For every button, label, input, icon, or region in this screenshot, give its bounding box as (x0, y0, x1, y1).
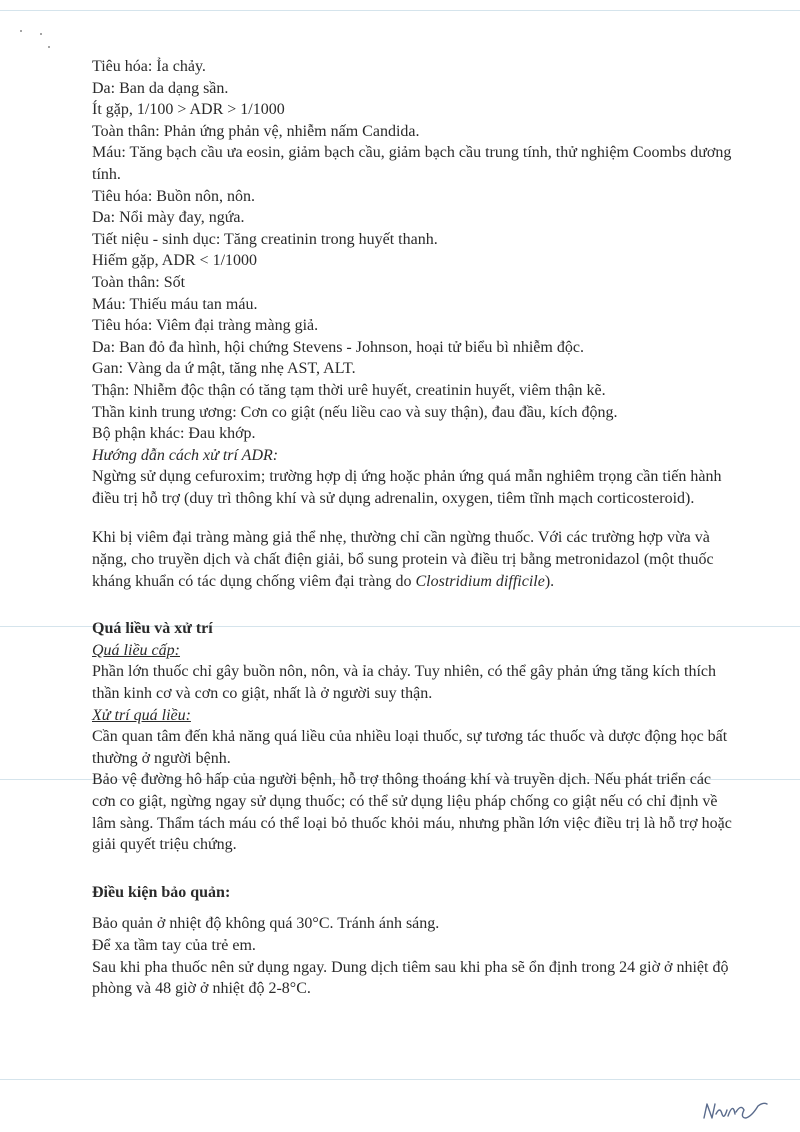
adr-common-line: Da: Ban da dạng sần. (92, 79, 229, 97)
adr-uncommon-line: Tiết niệu - sinh dục: Tăng creatinin trong huyết thanh. (92, 230, 438, 248)
adr-rare-line: Thận: Nhiễm độc thận có tăng tạm thời urê huyết, creatinin huyết, viêm thận kẽ. (92, 381, 606, 399)
adr-uncommon-header: Ít gặp, 1/100 > ADR > 1/1000 (92, 101, 285, 119)
adr-management-title: Hướng dẫn cách xử trí ADR: (92, 446, 279, 464)
colitis-text: Khi bị viêm đại tràng màng giả thể nhẹ, thường chỉ cần ngừng thuốc. Với các trường hợp vừa và nặng, cho truyền dịch và chất điện giải, bổ sung protein và điều trị bằng metronidazol (một thuốc kháng khuẩn có tác dụng chống viêm đại tràng do (92, 529, 714, 590)
adr-rare-line: Bộ phận khác: Đau khớp. (92, 425, 256, 443)
handwritten-signature (700, 1092, 770, 1126)
adr-rare-line: Toàn thân: Sốt (92, 273, 186, 291)
adr-uncommon-line: Toàn thân: Phản ứng phản vệ, nhiễm nấm Candida. (92, 122, 420, 140)
acute-overdose-text: Phần lớn thuốc chỉ gây buồn nôn, nôn, và ỉa chảy. Tuy nhiên, có thể gây phản ứng tăng kích thích thần kinh cơ và cơn co giật, nhất là ở người suy thận. (92, 663, 716, 703)
adr-rare-line: Gan: Vàng da ứ mật, tăng nhẹ AST, ALT. (92, 360, 356, 378)
scan-speck (48, 46, 50, 48)
storage-line: Để xa tầm tay của trẻ em. (92, 936, 256, 954)
scan-rule-top (0, 10, 800, 11)
colitis-end: ). (544, 572, 555, 590)
overdose-treatment-paragraph: Cần quan tâm đến khả năng quá liều của nhiều loại thuốc, sự tương tác thuốc và dược động học bất thường ở người bệnh. (92, 728, 728, 767)
colitis-organism: Clostridium difficile (415, 572, 545, 590)
adr-rare-line: Tiêu hóa: Viêm đại tràng màng giả. (92, 317, 319, 335)
adr-uncommon-line: Da: Nổi mày đay, ngứa. (92, 209, 245, 227)
adr-rare-header: Hiếm gặp, ADR < 1/1000 (92, 252, 258, 270)
colitis-paragraph (92, 527, 732, 592)
storage-line: Bảo quản ở nhiệt độ không quá 30°C. Tránh ánh sáng. (92, 915, 440, 933)
adr-uncommon-line: Tiêu hóa: Buồn nôn, nôn. (92, 187, 255, 205)
spacer (92, 903, 732, 913)
spacer (92, 592, 732, 618)
adr-management-text: Ngừng sử dụng cefuroxim; trường hợp dị ứng hoặc phản ứng quá mẫn nghiêm trọng cần tiến hành điều trị hỗ trợ (duy trì thông khí và sử dụng adrenalin, oxygen, tiêm tĩnh mạch corticosteroid). (92, 468, 722, 507)
storage-section (92, 882, 732, 1000)
scan-speck (40, 33, 42, 35)
overdose-section (92, 618, 732, 856)
adr-common-line: Tiêu hóa: Ỉa chảy. (92, 58, 206, 75)
acute-overdose-title: Quá liều cấp: (92, 641, 180, 659)
adr-section (92, 56, 732, 592)
scan-rule-bottom (0, 1079, 800, 1080)
scan-speck (20, 30, 22, 32)
overdose-treatment-paragraph: Bảo vệ đường hô hấp của người bệnh, hỗ trợ thông thoáng khí và truyền dịch. Nếu phát triển các cơn co giật, ngừng ngay sử dụng thuốc; có thể sử dụng liệu pháp chống co giật nếu có chỉ định về lâm sàng. Thẩm tách máu có thể loại bỏ thuốc khỏi máu, nhưng phần lớn việc điều trị là hỗ trợ hoặc giải quyết triệu chứng. (92, 771, 732, 854)
adr-rare-line: Máu: Thiếu máu tan máu. (92, 295, 258, 313)
overdose-treatment-title: Xử trí quá liều: (92, 706, 191, 724)
spacer (92, 509, 732, 527)
adr-uncommon-line: Máu: Tăng bạch cầu ưa eosin, giảm bạch cầu, giảm bạch cầu trung tính, thử nghiệm Coombs dương tính. (92, 144, 732, 183)
spacer (92, 856, 732, 882)
document-body (92, 56, 732, 1000)
storage-line: Sau khi pha thuốc nên sử dụng ngay. Dung dịch tiêm sau khi pha sẽ ổn định trong 24 giờ ở nhiệt độ phòng và 48 giờ ở nhiệt độ 2-8°C. (92, 958, 729, 998)
adr-rare-line: Da: Ban đỏ đa hình, hội chứng Stevens - Johnson, hoại tử biểu bì nhiễm độc. (92, 338, 584, 356)
adr-rare-line: Thần kinh trung ương: Cơn co giật (nếu liều cao và suy thận), đau đầu, kích động. (92, 403, 618, 421)
storage-title: Điều kiện bảo quản: (92, 883, 231, 901)
overdose-title: Quá liều và xử trí (92, 620, 213, 638)
